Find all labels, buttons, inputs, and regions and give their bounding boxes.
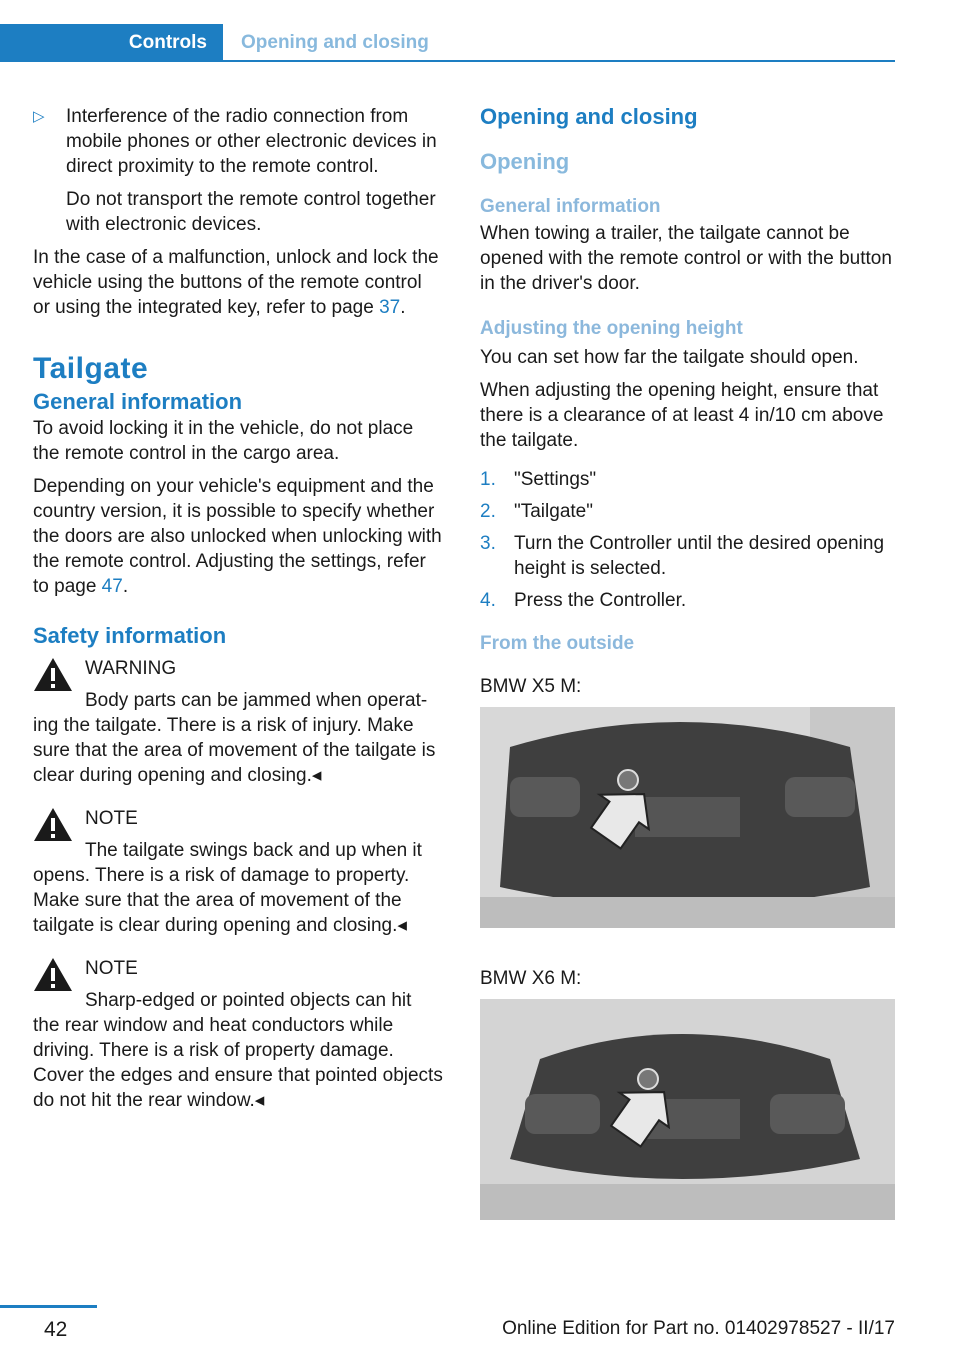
warning-icon <box>33 806 73 842</box>
note-body: the rear window and heat conductors while driving. There is a risk of property damage. Cover the edges and ensure that pointed objects do not hit the rear window.◂ <box>33 1015 443 1111</box>
general-paragraph-2: Depending on your vehicle's equipment and the country version, it is possible to specify whether the doors are also unlocked when unlocking with the remote control. Adjusting the settings, refer to page 47. <box>33 476 442 597</box>
list-item <box>480 499 895 524</box>
x5-label: BMW X5 M: <box>480 676 582 697</box>
step-number: 1. <box>480 469 496 490</box>
step-text: Press the Controller. <box>514 590 687 611</box>
heading-tailgate: Tailgate <box>33 352 149 385</box>
note-body-first: Sharp-edged or pointed objects can hit <box>85 990 412 1011</box>
heading-safety-information: Safety information <box>33 623 227 648</box>
bullet-text: Interference of the radio connection from mobile phones or other electronic devices in direct proximity to the remote control. <box>66 106 437 177</box>
list-item <box>480 531 895 581</box>
note-title: NOTE <box>85 808 138 829</box>
general-paragraph-1: To avoid locking it in the vehicle, do not place the remote control in the cargo area. <box>33 418 414 464</box>
x6-label: BMW X6 M: <box>480 968 582 989</box>
list-item <box>480 588 895 613</box>
right-column <box>480 104 895 1220</box>
warning-icon <box>33 656 73 692</box>
footer-divider <box>0 1305 97 1308</box>
header-tabs <box>0 24 895 62</box>
step-number: 4. <box>480 590 496 611</box>
heading-general-information: General information <box>33 389 243 414</box>
triangle-bullet-icon: ▷ <box>33 108 45 125</box>
x5-tailgate-image <box>480 707 895 928</box>
warning-title: WARNING <box>85 658 177 679</box>
steps-list <box>480 467 895 613</box>
page-link-37[interactable]: 37 <box>379 297 401 318</box>
heading-general-information-right: General information <box>480 196 661 217</box>
warning-block <box>33 656 443 788</box>
page-number: 42 <box>44 1318 68 1341</box>
note-block <box>33 806 443 938</box>
tab-controls[interactable]: Controls <box>0 24 223 62</box>
step-text: "Tailgate" <box>514 501 593 522</box>
step-number: 3. <box>480 533 496 554</box>
warning-body-first: Body parts can be jammed when operat- <box>85 690 428 711</box>
heading-from-outside: From the outside <box>480 633 635 654</box>
list-item <box>480 467 895 492</box>
heading-opening-and-closing: Opening and closing <box>480 104 698 129</box>
heading-opening: Opening <box>480 149 570 174</box>
bullet-subtext: Do not transport the remote control together with electronic devices. <box>66 189 436 235</box>
left-column <box>33 104 443 1131</box>
step-text: Turn the Controller until the desired opening height is selected. <box>514 533 885 579</box>
towing-paragraph: When towing a trailer, the tailgate cannot be opened with the remote control or with the button in the driver's door. <box>480 223 892 294</box>
bullet-item <box>33 104 443 237</box>
heading-adjusting-height: Adjusting the opening height <box>480 318 743 339</box>
malfunction-paragraph: In the case of a malfunction, unlock and lock the vehicle using the buttons of the remote control or using the integrated key, refer to page 37. <box>33 247 439 318</box>
warning-icon <box>33 956 73 992</box>
step-number: 2. <box>480 501 496 522</box>
x6-car-illustration <box>480 999 895 1220</box>
note-block <box>33 956 443 1113</box>
note-body-first: The tailgate swings back and up when it <box>85 840 422 861</box>
note-body: opens. There is a risk of damage to property. Make sure that the area of movement of the tailgate is clear during opening and closing.◂ <box>33 865 410 936</box>
step-text: "Settings" <box>514 469 597 490</box>
page-link-47[interactable]: 47 <box>101 576 123 597</box>
adjust-paragraph-2: When adjusting the opening height, ensure that there is a clearance of at least 4 in/10 cm above the tailgate. <box>480 380 884 451</box>
x5-car-illustration <box>480 707 895 928</box>
note-title: NOTE <box>85 958 138 979</box>
adjust-paragraph-1: You can set how far the tailgate should open. <box>480 347 859 368</box>
warning-body: ing the tailgate. There is a risk of injury. Make sure that the area of movement of the tailgate is clear during opening and closing.◂ <box>33 715 436 786</box>
header-divider <box>223 60 895 62</box>
tab-opening-closing[interactable]: Opening and closing <box>241 32 429 53</box>
edition-footer: Online Edition for Part no. 01402978527 - II/17 <box>502 1318 895 1339</box>
x6-tailgate-image <box>480 999 895 1220</box>
